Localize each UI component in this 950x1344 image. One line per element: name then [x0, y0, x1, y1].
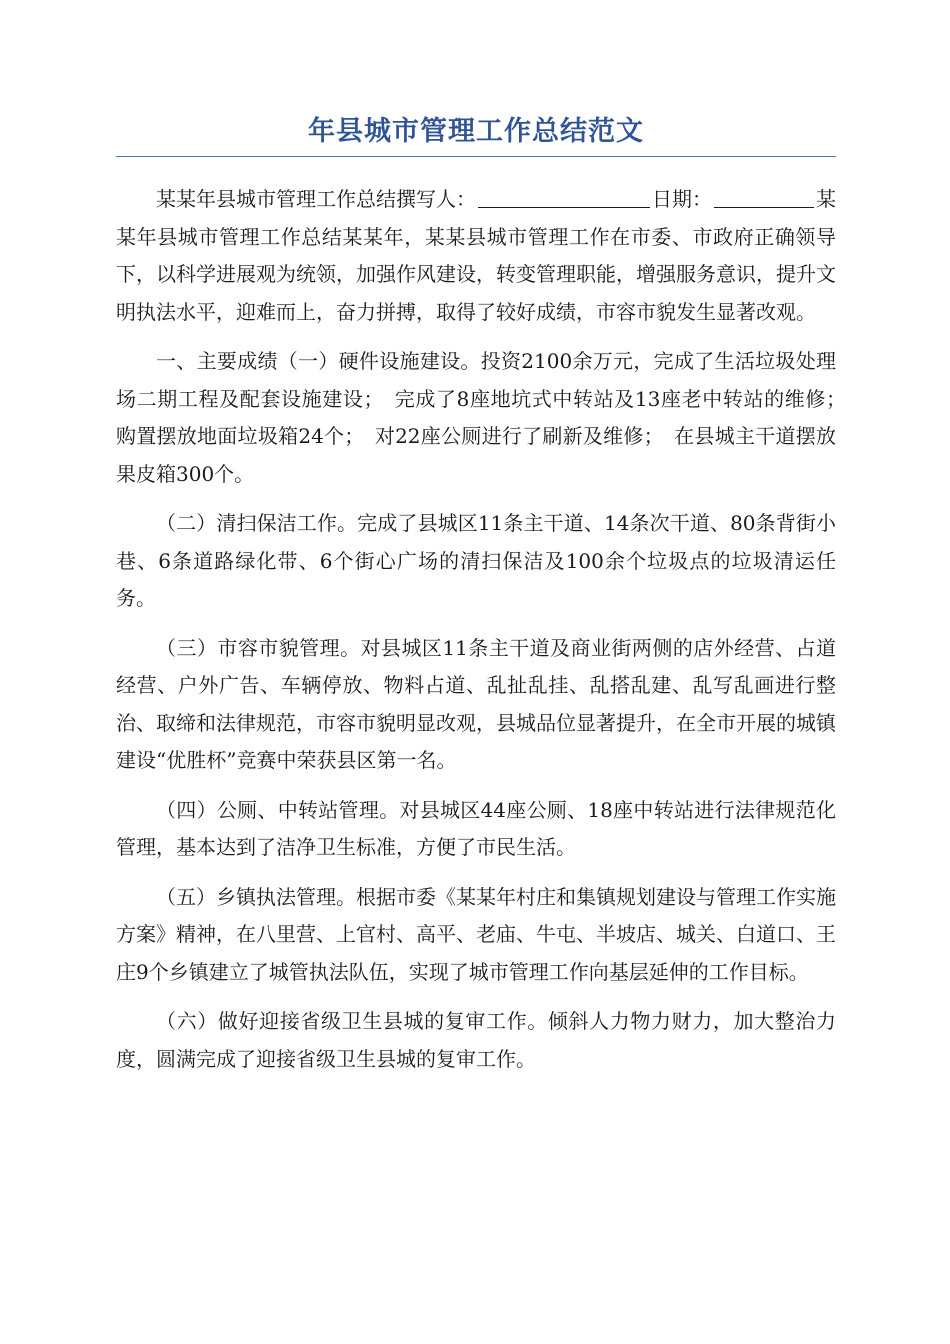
date-blank	[714, 187, 814, 208]
author-blank	[478, 187, 650, 208]
author-label: 某某年县城市管理工作总结撰写人：	[156, 187, 476, 211]
document-page	[116, 110, 856, 1090]
date-label: 日期：	[652, 187, 712, 211]
paragraph-sanitation-review: （六）做好迎接省级卫生县城的复审工作。倾斜人力物力财力，加大整治力度，圆满完成了迎接省级卫生县城的复审工作。	[116, 1009, 836, 1071]
paragraph-cleaning: （二）清扫保洁工作。完成了县城区11条主干道、14条次干道、80条背街小巷、6条道路绿化带、6个街心广场的清扫保洁及100余个垃圾点的垃圾清运任务。	[116, 511, 836, 610]
intro-paragraph	[116, 181, 836, 331]
document-body	[116, 181, 856, 1078]
paragraph-township-enforcement: （五）乡镇执法管理。根据市委《某某年村庄和集镇规划建设与管理工作实施方案》精神，在八里营、上官村、高平、老庙、牛屯、半坡店、城关、白道口、王庄9个乡镇建立了城管执法队伍，实现了城市管理工作向基层延伸的工作目标。	[116, 884, 836, 984]
paragraph-toilets-stations: （四）公厕、中转站管理。对县城区44座公厕、18座中转站进行法律规范化管理，基本达到了洁净卫生标准，方便了市民生活。	[116, 797, 836, 859]
paragraph-achievements-hardware: 一、主要成绩（一）硬件设施建设。投资2100余万元，完成了生活垃圾处理场二期工程及配套设施建设； 完成了8座地坑式中转站及13座老中转站的维修； 购置摆放地面垃圾箱24个； 对22座公厕进行了刷新及维修； 在县城主干道摆放果皮箱300个。	[116, 349, 856, 486]
intro-text: 某某年县城市管理工作总结某某年，某某县城市管理工作在市委、市政府正确领导下，以科学进展观为统领，加强作风建设，转变管理职能，增强服务意识，提升文明执法水平，迎难而上，奋力拼搏，取得了较好成绩，市容市貌发生显著改观。	[116, 187, 836, 324]
paragraph-city-appearance: （三）市容市貌管理。对县城区11条主干道及商业街两侧的店外经营、占道经营、户外广告、车辆停放、物料占道、乱扯乱挂、乱搭乱建、乱写乱画进行整治、取缔和法律规范，市容市貌明显改观，县城品位显著提升，在全市开展的城镇建设“优胜杯”竞赛中荣获县区第一名。	[116, 635, 836, 772]
document-title: 年县城市管理工作总结范文	[116, 110, 836, 157]
